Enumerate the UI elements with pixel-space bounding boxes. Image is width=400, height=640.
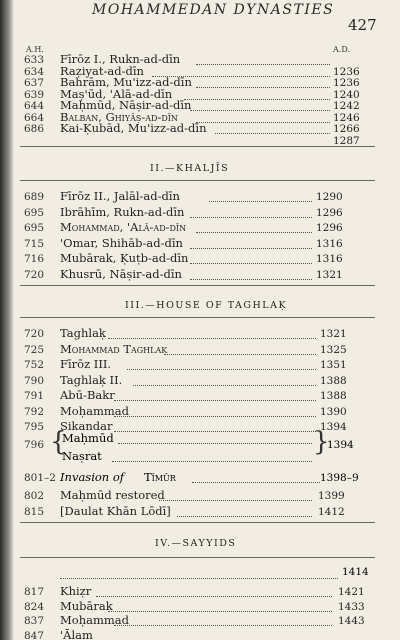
year-ah: 752 bbox=[24, 359, 45, 371]
ruler-name: Maḥmūd restored bbox=[60, 488, 165, 502]
ruler-name: Sikandar bbox=[60, 419, 113, 433]
year-ad: 1290 bbox=[316, 191, 343, 203]
leader-dots bbox=[114, 400, 316, 401]
year-ah: 791 bbox=[24, 390, 45, 402]
ruler-name: Mohammad Taghlaḳ bbox=[60, 341, 168, 356]
year-ad: 1296 bbox=[316, 206, 343, 219]
year-ad: 1351 bbox=[320, 359, 347, 371]
ruler-name: Balban, Ghiyāṣ-ad-dīn bbox=[60, 109, 178, 124]
table-row bbox=[0, 388, 400, 404]
year-ah: 817 bbox=[24, 586, 45, 598]
timur-name: Tīmūr bbox=[144, 470, 176, 484]
table-row bbox=[0, 205, 400, 221]
leader-dots bbox=[209, 201, 312, 202]
section-title-taghlak: III.—HOUSE OF TAGHLAḲ bbox=[125, 300, 288, 311]
ruler-name: Mubārak, Ḳuṭb-ad-dīn bbox=[60, 251, 189, 265]
leader-dots bbox=[114, 625, 332, 626]
leader-dots bbox=[96, 596, 333, 597]
section-rule bbox=[20, 317, 375, 318]
year-ad: 1242 bbox=[333, 100, 360, 112]
page-number: 427 bbox=[348, 16, 377, 34]
year-ad: 1236 bbox=[333, 77, 360, 89]
year-ah: 802 bbox=[24, 490, 45, 502]
ruler-name: Naṣrat bbox=[62, 449, 102, 463]
leader-dots bbox=[114, 431, 316, 432]
year-ad: 1443 bbox=[338, 615, 365, 627]
year-ad: 1287 bbox=[333, 134, 360, 147]
ruler-name: Fīrōz III. bbox=[60, 357, 112, 371]
year-ah: 792 bbox=[24, 405, 45, 418]
year-ah: 796 bbox=[24, 439, 45, 451]
table-row bbox=[0, 342, 400, 358]
year-ah: 689 bbox=[24, 191, 45, 203]
table-row bbox=[0, 488, 400, 504]
year-ah: 716 bbox=[24, 253, 45, 265]
leader-dots bbox=[118, 443, 312, 444]
ruler-name: Fīrōz I., Rukn-ad-dīn bbox=[60, 52, 181, 66]
section-title-khaljis: II.—KHALJĪS bbox=[150, 163, 230, 174]
leader-dots bbox=[133, 385, 316, 386]
leader-dots bbox=[192, 482, 320, 483]
table-row bbox=[0, 357, 400, 373]
ruler-name: Maṣ'ūd, 'Alā-ad-dīn bbox=[60, 86, 173, 101]
ruler-name: Kai-Ḳubād, Mu'izz-ad-dīn bbox=[60, 121, 207, 135]
right-brace: } bbox=[313, 427, 330, 457]
year-ad: 1236 bbox=[333, 65, 360, 78]
year-ah: 720 bbox=[24, 328, 45, 340]
leader-dots bbox=[190, 263, 312, 264]
year-ad: 1412 bbox=[318, 505, 345, 518]
leader-dots bbox=[165, 354, 316, 355]
leader-dots bbox=[127, 369, 316, 370]
year-ad: 1321 bbox=[320, 328, 347, 340]
year-ad: 1394 bbox=[327, 439, 354, 451]
leader-dots bbox=[108, 611, 332, 612]
year-ad: 1433 bbox=[338, 600, 365, 613]
ruler-name: Abū-Bakr bbox=[60, 388, 115, 402]
table-row bbox=[0, 373, 400, 389]
ruler-name: [Daulat Khān Lōdī] bbox=[60, 503, 171, 518]
ruler-name: Mohammad, 'Alā-ad-dīn bbox=[60, 220, 187, 234]
year-ad: 1394 bbox=[320, 421, 347, 433]
ruler-name: 'Omar, Shihāb-ad-dīn bbox=[60, 235, 183, 250]
year-ah: 686 bbox=[24, 123, 45, 135]
leader-dots bbox=[190, 248, 312, 249]
year-ah: 644 bbox=[24, 100, 45, 112]
year-ad: 1246 bbox=[333, 111, 360, 124]
leader-dots bbox=[190, 279, 312, 280]
year-ah: 637 bbox=[24, 77, 45, 89]
year-ah: 695 bbox=[24, 222, 45, 234]
year-ad: 1390 bbox=[320, 405, 347, 418]
sayyid-first-ad: 1414 bbox=[342, 566, 369, 578]
table-row bbox=[0, 326, 400, 342]
table-row bbox=[0, 189, 400, 205]
year-ah: 795 bbox=[24, 421, 45, 433]
left-brace: { bbox=[50, 427, 67, 457]
year-ah: 837 bbox=[24, 615, 45, 627]
year-ah: 634 bbox=[24, 65, 45, 78]
timur-prefix: Invasion of bbox=[60, 470, 125, 484]
ruler-name: Moḥammad bbox=[60, 613, 129, 627]
year-ah: 725 bbox=[24, 343, 45, 356]
section-title-sayyids: IV.—SAYYIDS bbox=[155, 538, 237, 549]
ruler-name: Khusrū, Nāṣir-ad-dīn bbox=[60, 266, 182, 281]
year-ah: 801–2 bbox=[24, 472, 56, 484]
leader-dots bbox=[108, 338, 316, 339]
ruler-name: 'Ālam bbox=[60, 627, 93, 640]
year-ad: 1398–9 bbox=[320, 472, 359, 484]
ruler-name: Raẓiyat-ad-dīn bbox=[60, 63, 144, 78]
year-ah: 639 bbox=[24, 88, 45, 101]
year-ad: 1325 bbox=[320, 343, 347, 356]
year-ad: 1316 bbox=[316, 237, 343, 250]
table-row bbox=[0, 220, 400, 236]
section-rule bbox=[20, 557, 375, 558]
ruler-name: Maḥmūd bbox=[62, 431, 114, 445]
year-ah: 790 bbox=[24, 374, 45, 387]
table-row bbox=[0, 504, 400, 520]
leader-dots bbox=[196, 232, 312, 233]
leader-dots bbox=[114, 416, 316, 417]
table-row bbox=[0, 236, 400, 252]
year-ah: 815 bbox=[24, 505, 45, 518]
ruler-name: Maḥmūd, Nāṣir-ad-dīn bbox=[60, 98, 192, 112]
leader-dots bbox=[190, 217, 312, 218]
year-ah: 695 bbox=[24, 206, 45, 219]
running-head: MOHAMMEDAN DYNASTIES bbox=[92, 2, 335, 18]
year-ad: 1296 bbox=[316, 222, 343, 234]
ruler-name: Bahrām, Mu'izz-ad-dīn bbox=[60, 75, 192, 89]
section-rule bbox=[20, 180, 375, 181]
year-ah: 847 bbox=[24, 629, 45, 640]
year-ah: 824 bbox=[24, 600, 45, 613]
year-ah: 633 bbox=[24, 54, 45, 66]
ruler-name: Fīrōz II., Jalāl-ad-dīn bbox=[60, 189, 180, 203]
leader-dots bbox=[177, 516, 312, 517]
column-header-ah: A.H. bbox=[26, 45, 44, 54]
ruler-name: Mubārak bbox=[60, 598, 113, 613]
table-row bbox=[0, 251, 400, 267]
leader-dots bbox=[112, 461, 312, 462]
year-ah: 720 bbox=[24, 268, 45, 281]
year-ad: 1240 bbox=[333, 88, 360, 101]
section-rule bbox=[20, 522, 375, 523]
table-row bbox=[0, 267, 400, 283]
year-ad: 1316 bbox=[316, 253, 343, 265]
year-ad: 1388 bbox=[320, 374, 347, 387]
table-row bbox=[0, 628, 400, 640]
leader-dots bbox=[159, 500, 313, 501]
column-header-ad: A.D. bbox=[333, 45, 350, 54]
year-ad: 1399 bbox=[318, 490, 345, 502]
ruler-name: Moḥammad bbox=[60, 403, 129, 418]
year-ad: 1266 bbox=[333, 123, 360, 135]
section-rule bbox=[20, 146, 375, 147]
ruler-name: Ibrāhīm, Rukn-ad-dīn bbox=[60, 204, 185, 219]
table-row bbox=[0, 404, 400, 420]
year-ah: 715 bbox=[24, 237, 45, 250]
year-ad: 1321 bbox=[316, 268, 343, 281]
year-ah: 664 bbox=[24, 111, 45, 124]
ruler-name: Taghlaḳ II. bbox=[60, 372, 123, 387]
leader-dots bbox=[60, 578, 338, 579]
ruler-name: Taghlaḳ bbox=[60, 326, 106, 340]
ruler-name: Khiẓr bbox=[60, 584, 92, 598]
section-rule bbox=[20, 285, 375, 286]
year-ad: 1421 bbox=[338, 586, 365, 598]
year-ad: 1388 bbox=[320, 390, 347, 402]
